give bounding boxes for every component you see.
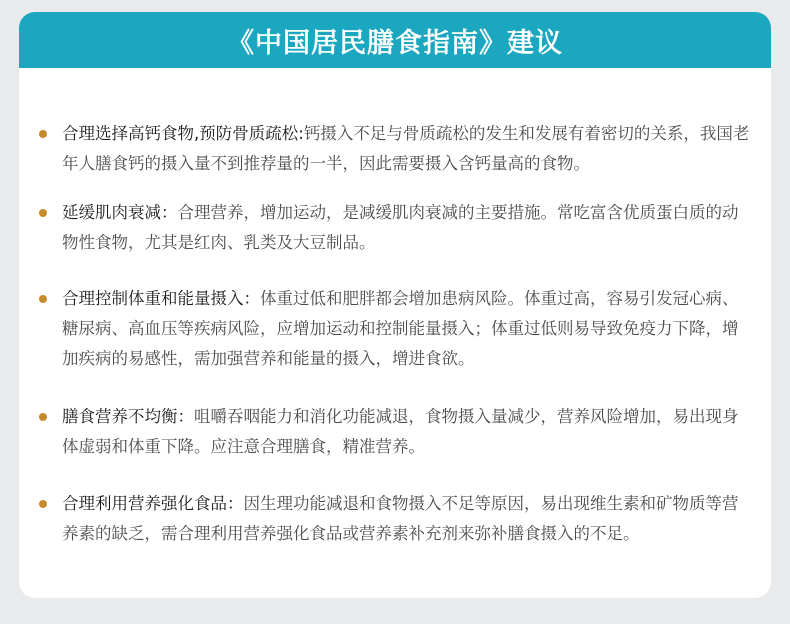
item-text [62, 402, 752, 462]
bullet-dot-icon [39, 209, 47, 217]
item-lead: 延缓肌肉衰减： [62, 203, 178, 222]
bullet-dot-icon [39, 130, 47, 138]
card-header [19, 12, 771, 68]
item-body: 钙摄入不足与骨质疏松的发生和发展有着密切的关系，我国老年人膳食钙的摄入量不到推荐量的一半，因此需要摄入含钙量高的食物。 [62, 124, 750, 173]
item-lead: 合理选择高钙食物,预防骨质疏松: [62, 124, 304, 143]
bullet-dot-icon [39, 500, 47, 508]
bullet-dot-icon [39, 413, 47, 421]
bullet-dot-icon [39, 295, 47, 303]
item-text [62, 119, 752, 179]
item-body: 因生理功能减退和食物摄入不足等原因，易出现维生素和矿物质等营养素的缺乏，需合理利用营养强化食品或营养素补充剂来弥补膳食摄入的不足。 [62, 494, 739, 543]
item-lead: 膳食营养不均衡： [62, 407, 194, 426]
item-body: 咀嚼吞咽能力和消化功能减退，食物摄入量减少，营养风险增加，易出现身体虚弱和体重下降。应注意合理膳食，精准营养。 [62, 407, 739, 456]
page-title: 《中国居民膳食指南》建议 [227, 27, 563, 59]
item-text [62, 198, 752, 258]
item-lead: 合理利用营养强化食品： [62, 494, 244, 513]
guideline-card [19, 12, 771, 598]
item-text [62, 489, 752, 549]
item-lead: 合理控制体重和能量摄入： [62, 289, 260, 308]
item-text [62, 284, 752, 374]
item-body: 体重过低和肥胖都会增加患病风险。体重过高，容易引发冠心病、糖尿病、高血压等疾病风险，应增加运动和控制能量摄入；体重过低则易导致免疫力下降，增加疾病的易感性，需加强营养和能量的摄入，增进食欲。 [62, 289, 739, 368]
item-body: 合理营养，增加运动，是减缓肌肉衰减的主要措施。常吃富含优质蛋白质的动物性食物，尤其是红肉、乳类及大豆制品。 [62, 203, 739, 252]
